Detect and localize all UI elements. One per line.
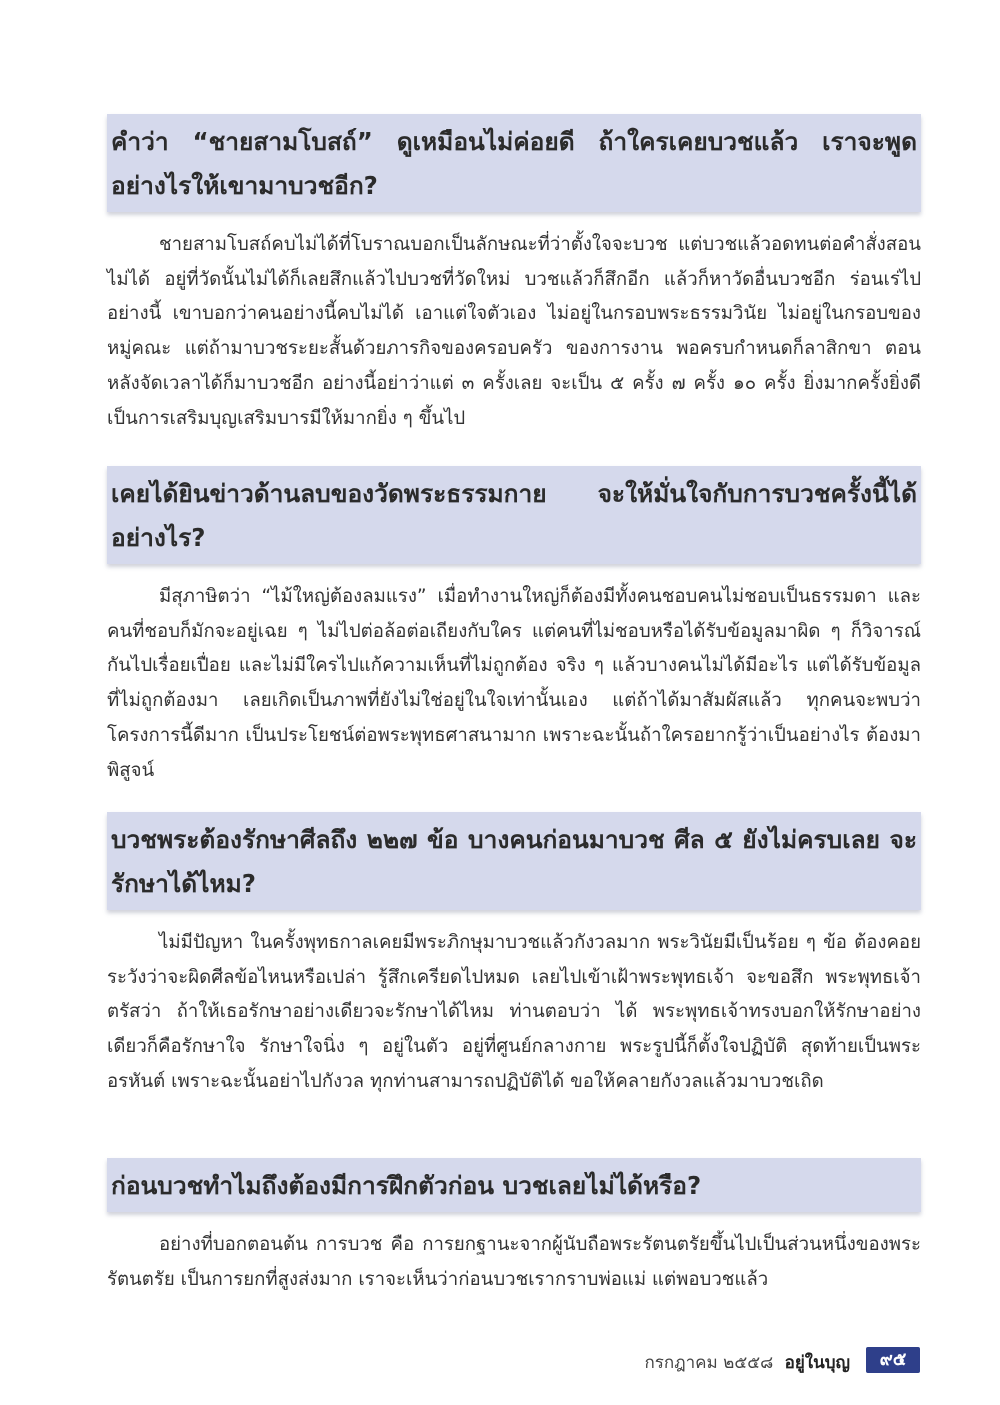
qa-section-3 <box>107 812 921 1100</box>
footer-date: กรกฎาคม ๒๕๕๘ <box>644 1353 774 1373</box>
answer-paragraph-3: ไม่มีปัญหา ในครั้งพุทธกาลเคยมีพระภิกษุมาบวชแล้วกังวลมาก พระวินัยมีเป็นร้อย ๆ ข้อ ต้องคอยระวังว่าจะผิดศีลข้อไหนหรือเปล่า รู้สึกเครียดไปหมด เลยไปเข้าเฝ้าพระพุทธเจ้า จะขอสึก พระพุทธเจ้าตรัสว่า ถ้าให้เธอรักษาอย่างเดียวจะรักษาได้ไหม ท่านตอบว่า ได้ พระพุทธเจ้าทรงบอกให้รักษาอย่างเดียวก็คือรักษาใจ รักษาใจนิ่ง ๆ อยู่ในตัว อยู่ที่ศูนย์กลางกาย พระรูปนี้ก็ตั้งใจปฏิบัติ สุดท้ายเป็นพระอรหันต์ เพราะฉะนั้นอย่าไปกังวล ทุกท่านสามารถปฏิบัติได้ ขอให้คลายกังวลแล้วมาบวชเถิด <box>107 932 921 1092</box>
footer-magazine-title: อยู่ในบุญ <box>784 1353 850 1373</box>
question-heading-4: ก่อนบวชทำไมถึงต้องมีการฝึกตัวก่อน บวชเลยไม่ได้หรือ? <box>107 1158 921 1212</box>
footer-caption <box>645 1349 851 1376</box>
qa-section-4 <box>107 1158 921 1297</box>
qa-section-2 <box>107 466 921 788</box>
question-heading-3: บวชพระต้องรักษาศีลถึง ๒๒๗ ข้อ บางคนก่อนมาบวช ศีล ๕ ยังไม่ครบเลย จะรักษาได้ไหม? <box>107 812 921 910</box>
qa-section-1 <box>107 114 921 436</box>
answer-paragraph-2: มีสุภาษิตว่า “ไม้ใหญ่ต้องลมแรง” เมื่อทำงานใหญ่ก็ต้องมีทั้งคนชอบคนไม่ชอบเป็นธรรมดา และคนที่ชอบก็มักจะอยู่เฉย ๆ ไม่ไปต่อล้อต่อเถียงกับใคร แต่คนที่ไม่ชอบหรือได้รับข้อมูลมาผิด ๆ ก็วิจารณ์กันไปเรื่อยเปื่อย และไม่มีใครไปแก้ความเห็นที่ไม่ถูกต้อง จริง ๆ แล้วบางคนไม่ได้มีอะไร แต่ได้รับข้อมูลที่ไม่ถูกต้องมา เลยเกิดเป็นภาพที่ยังไม่ใช่อยู่ในใจเท่านั้นเอง แต่ถ้าได้มาสัมผัสแล้ว ทุกคนจะพบว่าโครงการนี้ดีมาก เป็นประโยชน์ต่อพระพุทธศาสนามาก เพราะฉะนั้นถ้าใครอยากรู้ว่าเป็นอย่างไร ต้องมาพิสูจน์ <box>107 586 921 781</box>
page-number-badge: ๙๕ <box>866 1347 920 1373</box>
page-footer <box>0 1347 1000 1377</box>
question-heading-2: เคยได้ยินข่าวด้านลบของวัดพระธรรมกาย จะให้มั่นใจกับการบวชครั้งนี้ได้อย่างไร? <box>107 466 921 564</box>
question-heading-1: คำว่า “ชายสามโบสถ์” ดูเหมือนไม่ค่อยดี ถ้าใครเคยบวชแล้ว เราจะพูดอย่างไรให้เขามาบวชอีก? <box>107 114 921 212</box>
answer-paragraph-4: อย่างที่บอกตอนต้น การบวช คือ การยกฐานะจากผู้นับถือพระรัตนตรัยขึ้นไปเป็นส่วนหนึ่งของพระรัตนตรัย เป็นการยกที่สูงส่งมาก เราจะเห็นว่าก่อนบวชเรากราบพ่อแม่ แต่พอบวชแล้ว <box>107 1234 921 1290</box>
answer-paragraph-1: ชายสามโบสถ์คบไม่ได้ที่โบราณบอกเป็นลักษณะที่ว่าตั้งใจจะบวช แต่บวชแล้วอดทนต่อคำสั่งสอนไม่ได้ อยู่ที่วัดนั้นไม่ได้ก็เลยสึกแล้วไปบวชที่วัดใหม่ บวชแล้วก็สึกอีก แล้วก็หาวัดอื่นบวชอีก ร่อนเร่ไปอย่างนี้ เขาบอกว่าคนอย่างนี้คบไม่ได้ เอาแต่ใจตัวเอง ไม่อยู่ในกรอบพระธรรมวินัย ไม่อยู่ในกรอบของหมู่คณะ แต่ถ้ามาบวชระยะสั้นด้วยภารกิจของครอบครัว ของการงาน พอครบกำหนดก็ลาสิกขา ตอนหลังจัดเวลาได้ก็มาบวชอีก อย่างนี้อย่าว่าแต่ ๓ ครั้งเลย จะเป็น ๕ ครั้ง ๗ ครั้ง ๑๐ ครั้ง ยิ่งมากครั้งยิ่งดี เป็นการเสริมบุญเสริมบารมีให้มากยิ่ง ๆ ขึ้นไป <box>107 234 921 429</box>
